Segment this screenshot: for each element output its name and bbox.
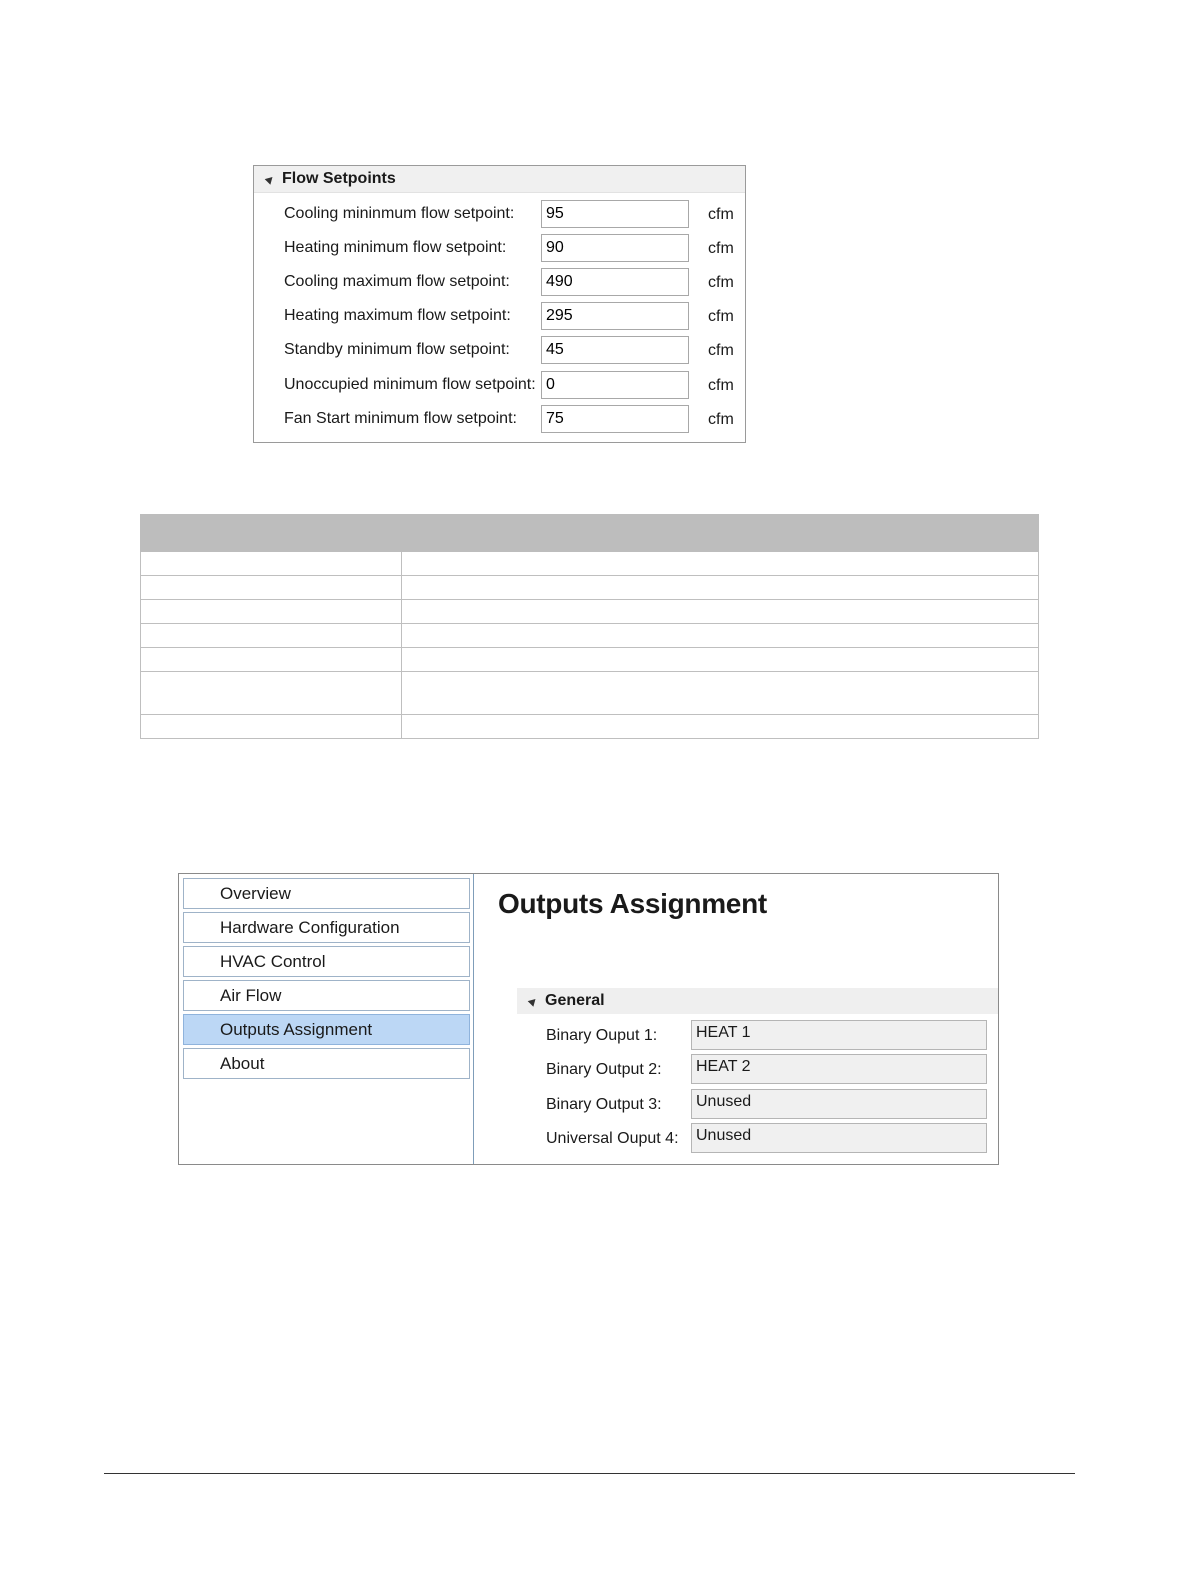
output-label: Binary Output 3: xyxy=(546,1096,662,1113)
general-section-header[interactable] xyxy=(517,988,998,1014)
nav-item-hvac-control[interactable]: HVAC Control xyxy=(183,946,470,977)
flow-row-unoccupied-min xyxy=(254,371,745,401)
unoccupied-min-flow-input[interactable] xyxy=(541,371,689,399)
table-row xyxy=(141,552,1039,576)
table-row xyxy=(141,648,1039,672)
table-cell xyxy=(402,576,1039,600)
output-row-4 xyxy=(517,1123,987,1153)
unit-label: cfm xyxy=(708,274,734,291)
unit-label: cfm xyxy=(708,240,734,257)
table-row xyxy=(141,576,1039,600)
table-row xyxy=(141,672,1039,715)
unit-label: cfm xyxy=(708,206,734,223)
cooling-min-flow-input[interactable] xyxy=(541,200,689,228)
table-cell xyxy=(402,715,1039,739)
table-cell xyxy=(141,672,402,715)
table-cell xyxy=(141,715,402,739)
nav-item-air-flow[interactable]: Air Flow xyxy=(183,980,470,1011)
table-cell xyxy=(141,576,402,600)
nav-item-about[interactable]: About xyxy=(183,1048,470,1079)
field-label: Cooling mininmum flow setpoint: xyxy=(284,205,515,222)
table-row xyxy=(141,624,1039,648)
navigation-pane xyxy=(179,874,474,1164)
table-cell xyxy=(402,624,1039,648)
nav-item-hardware-configuration[interactable]: Hardware Configuration xyxy=(183,912,470,943)
table-cell xyxy=(141,600,402,624)
field-label: Unoccupied minimum flow setpoint: xyxy=(284,376,536,393)
universal-output-4-field[interactable]: Unused xyxy=(691,1123,987,1153)
nav-item-overview[interactable]: Overview xyxy=(183,878,470,909)
collapse-triangle-icon[interactable] xyxy=(265,174,276,185)
field-label: Heating maximum flow setpoint: xyxy=(284,307,511,324)
table-cell xyxy=(402,648,1039,672)
output-row-3 xyxy=(517,1089,987,1119)
unit-label: cfm xyxy=(708,411,734,428)
flow-row-cooling-min xyxy=(254,200,745,230)
fan-start-min-flow-input[interactable] xyxy=(541,405,689,433)
flow-setpoints-panel xyxy=(253,165,746,443)
collapse-triangle-icon[interactable] xyxy=(528,996,539,1007)
footer-divider xyxy=(104,1473,1075,1474)
flow-row-standby-min xyxy=(254,336,745,366)
nav-item-outputs-assignment[interactable]: Outputs Assignment xyxy=(183,1014,470,1045)
table-header-row xyxy=(141,515,1039,552)
heating-min-flow-input[interactable] xyxy=(541,234,689,262)
output-label: Binary Output 2: xyxy=(546,1061,662,1078)
table-cell xyxy=(402,672,1039,715)
standby-min-flow-input[interactable] xyxy=(541,336,689,364)
table-cell xyxy=(402,552,1039,576)
section-title: General xyxy=(545,992,605,1009)
table-cell xyxy=(141,648,402,672)
flow-row-heating-max xyxy=(254,302,745,332)
page-title: Outputs Assignment xyxy=(498,888,767,919)
flow-row-fan-start-min xyxy=(254,405,745,435)
table-cell xyxy=(141,624,402,648)
output-row-1 xyxy=(517,1020,987,1050)
output-label: Universal Ouput 4: xyxy=(546,1130,679,1147)
table-cell xyxy=(141,552,402,576)
table-cell xyxy=(402,600,1039,624)
table-row xyxy=(141,600,1039,624)
unit-label: cfm xyxy=(708,342,734,359)
field-label: Fan Start minimum flow setpoint: xyxy=(284,410,517,427)
flow-row-cooling-max xyxy=(254,268,745,298)
flow-setpoints-title: Flow Setpoints xyxy=(282,170,396,187)
field-label: Cooling maximum flow setpoint: xyxy=(284,273,510,290)
binary-output-1-field[interactable]: HEAT 1 xyxy=(691,1020,987,1050)
table-row xyxy=(141,715,1039,739)
flow-setpoints-header[interactable] xyxy=(254,166,745,193)
heating-max-flow-input[interactable] xyxy=(541,302,689,330)
blank-table xyxy=(140,514,1039,739)
binary-output-3-field[interactable]: Unused xyxy=(691,1089,987,1119)
cooling-max-flow-input[interactable] xyxy=(541,268,689,296)
output-row-2 xyxy=(517,1054,987,1084)
output-label: Binary Ouput 1: xyxy=(546,1027,658,1044)
table-header-cell xyxy=(141,515,1039,552)
unit-label: cfm xyxy=(708,377,734,394)
outputs-assignment-window xyxy=(178,873,999,1165)
field-label: Heating minimum flow setpoint: xyxy=(284,239,507,256)
field-label: Standby minimum flow setpoint: xyxy=(284,341,510,358)
binary-output-2-field[interactable]: HEAT 2 xyxy=(691,1054,987,1084)
unit-label: cfm xyxy=(708,308,734,325)
flow-row-heating-min xyxy=(254,234,745,264)
